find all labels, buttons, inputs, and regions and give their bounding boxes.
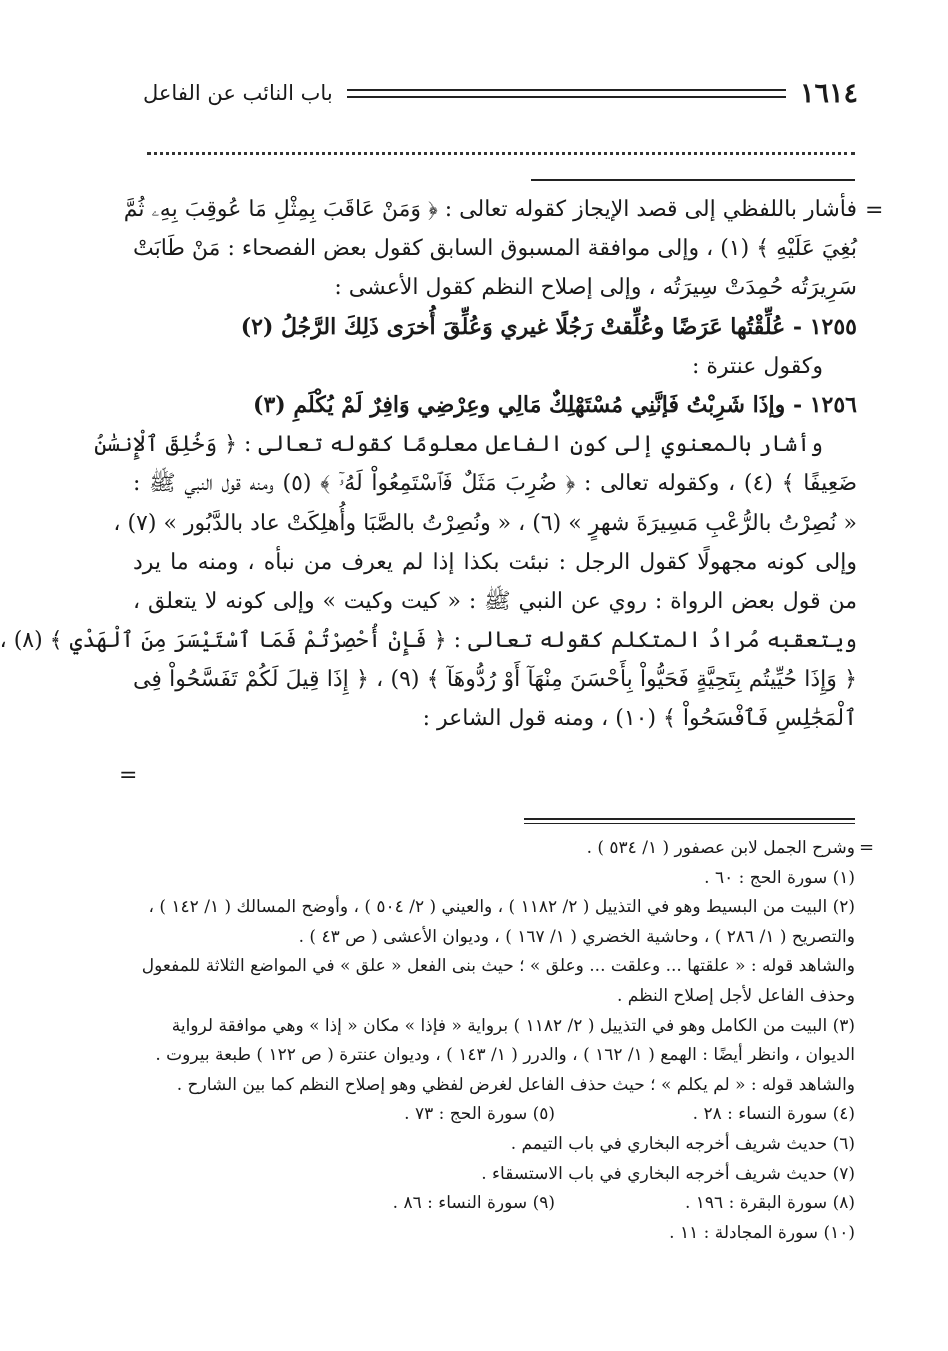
text-line: ٱلْمَجَٰلِسِ فَٱفْسَحُواْ ﴾ (١٠) ، ومنه قول الشاعر : (422, 706, 857, 732)
footnote-shahid: والشاهد قوله : « لم يكلم » ؛ حيث حذف الفاعل لغرض لفظي وهو إصلاح النظم كما بين الشارح . (176, 1074, 855, 1095)
page-header (143, 76, 858, 110)
footnote-line: وشرح الجمل لابن عصفور ( ١/ ٥٣٤ ) . (586, 838, 855, 858)
main-text (0, 190, 857, 739)
footnote-line: وحذف الفاعل لأجل إصلاح النظم . (616, 985, 855, 1006)
text-line: « نُصِرْتُ بالرُّعْبِ مَسِيرَةَ شهرٍ » (٦) ، « ونُصِرْتُ بالصَّبَا وأُهلِكَتْ عاد بالدَّبُور » (٧) ، (113, 510, 857, 536)
text-line: سَرِيرَتُه حُمِدَتْ سِيرَتُه ، وإلى إصلاح النظم كقول الأعشى : (334, 275, 857, 301)
footnote-10: (١٠) سورة المجادلة : ١١ . (669, 1222, 855, 1243)
footnote-2: (٢) البيت من البسيط وهو في التذييل ( ٢/ ١١٨٢ ) ، والعيني ( ٢/ ٥٠٤ ) ، وأوضح المسالك ( ١/ ١٤٢ ) ، (148, 897, 855, 918)
footnote-rule (524, 818, 855, 824)
continuation-mark-end: = (119, 763, 138, 788)
footnote-8: (٨) سورة البقرة : ١٩٦ . (684, 1193, 855, 1214)
footnote-continuation-mark: = (859, 837, 875, 858)
footnote-pair (143, 1189, 855, 1219)
text-line: فأشار باللفظي إلى قصد الإيجاز كقوله تعالى : ﴿ وَمَنْ عَاقَبَ بِمِثْلِ مَا عُوقِبَ بِهِۦ ثُمَّ (123, 197, 857, 222)
text-line: من قول بعض الرواة : روي عن النبي ﷺ : « كيت وكيت » وإلى كونه لا يتعلق ، (133, 588, 857, 614)
continuation-mark-start: = (865, 198, 884, 223)
footnote-shahid: والشاهد قوله : « علقتها ... وعلقت ... وعلق » ؛ حيث بنى الفعل « علق » في المواضع الثلاثة للمفعول (141, 956, 855, 977)
dotted-separator (147, 152, 855, 155)
chapter-title: باب النائب عن الفاعل (143, 81, 333, 105)
footnote-9: (٩) سورة النساء : ٨٦ . (392, 1193, 555, 1214)
footnote-5: (٥) سورة الحج : ٧٣ . (404, 1104, 555, 1125)
footnote-7: (٧) حديث شريف أخرجه البخاري في باب الاستسقاء . (481, 1163, 855, 1184)
text-line: وأشار بالمعنوي إلى كون الفاعل معلومًا كقوله تعالى : ﴿ وَخُلِقَ ٱلْإِنسَٰنُ (94, 432, 823, 458)
footnote-line: والتصريح ( ١/ ٢٨٦ ) ، وحاشية الخضري ( ١/ ١٦٧ ) ، وديوان الأعشى ( ص ٤٣ ) . (298, 926, 855, 947)
footnote-3: (٣) البيت من الكامل وهو في التذييل ( ٢/ ١١٨٢ ) برواية « فإذا » مكان « إذا » وهي موافقة لرواية (171, 1015, 855, 1036)
text-line: وكقول عنترة : (691, 353, 823, 379)
footnote-pair (143, 1100, 855, 1130)
page-number: ١٦١٤ (799, 77, 858, 109)
text-line: بُغِيَ عَلَيْهِ ﴾ (١) ، وإلى موافقة المسبوق السابق كقول بعض الفصحاء : مَنْ طَابَتْ (133, 236, 857, 262)
footnote-4: (٤) سورة النساء : ٢٨ . (692, 1104, 855, 1125)
text-line: ضَعِيفًا ﴾ (٤) ، وكقوله تعالى : ﴿ ضُرِبَ مَثَلٌ فَٱسْتَمِعُواْ لَهُۥٓ ﴾ (٥) ومنه قول النبي ﷺ : (133, 471, 857, 497)
footnote-line: الديوان ، وانظر أيضًا : الهمع ( ١/ ١٦٢ ) ، والدرر ( ١/ ١٤٣ ) ، وديوان عنترة ( ص ١٢٢ ) طبعة بيروت . (155, 1045, 855, 1066)
commentary-rule (531, 179, 855, 181)
verse-line: ١٢٥٥ - عُلِّقْتُها عَرَضًا وعُلِّقتْ رَجُلًا غيري وَعُلِّقَ أُخرَى ذَلِكَ الرَّجُلُ (٢) (240, 313, 857, 340)
header-rule (347, 89, 786, 98)
footnote-6: (٦) حديث شريف أخرجه البخاري في باب التيمم . (510, 1133, 855, 1154)
text-line: ويتعقبه مُرادُ المتكلم كقوله تعالى : ﴿ فَإِنْ أُحْصِرْتُمْ فَمَا ٱسْتَيْسَرَ مِنَ ٱلْهَدْيِ ﴾ (٨) ، (0, 628, 857, 654)
verse-line: ١٢٥٦ - وإذَا شَرِبْتُ فَإنَّنِي مُسْتَهْلِكٌ مَالِي وعِرْضِي وَافِرٌ لَمْ يُكْلَمِ (٣) (253, 391, 857, 418)
footnotes (143, 834, 855, 1248)
text-line: ﴿ وَإِذَا حُيِّيتُم بِتَحِيَّةٍ فَحَيُّواْ بِأَحْسَنَ مِنْهَآ أَوْ رُدُّوهَآ ﴾ (٩) ، ﴿ إِذَا قِيلَ لَكُمْ تَفَسَّحُواْ فِى (133, 667, 857, 693)
text-line: وإلى كونه مجهولًا كقول الرجل : نبئت بكذا إذا لم يعرف من نبأه ، ومنه ما يرد (133, 549, 857, 575)
footnote-1: (١) سورة الحج : ٦٠ . (704, 867, 855, 888)
